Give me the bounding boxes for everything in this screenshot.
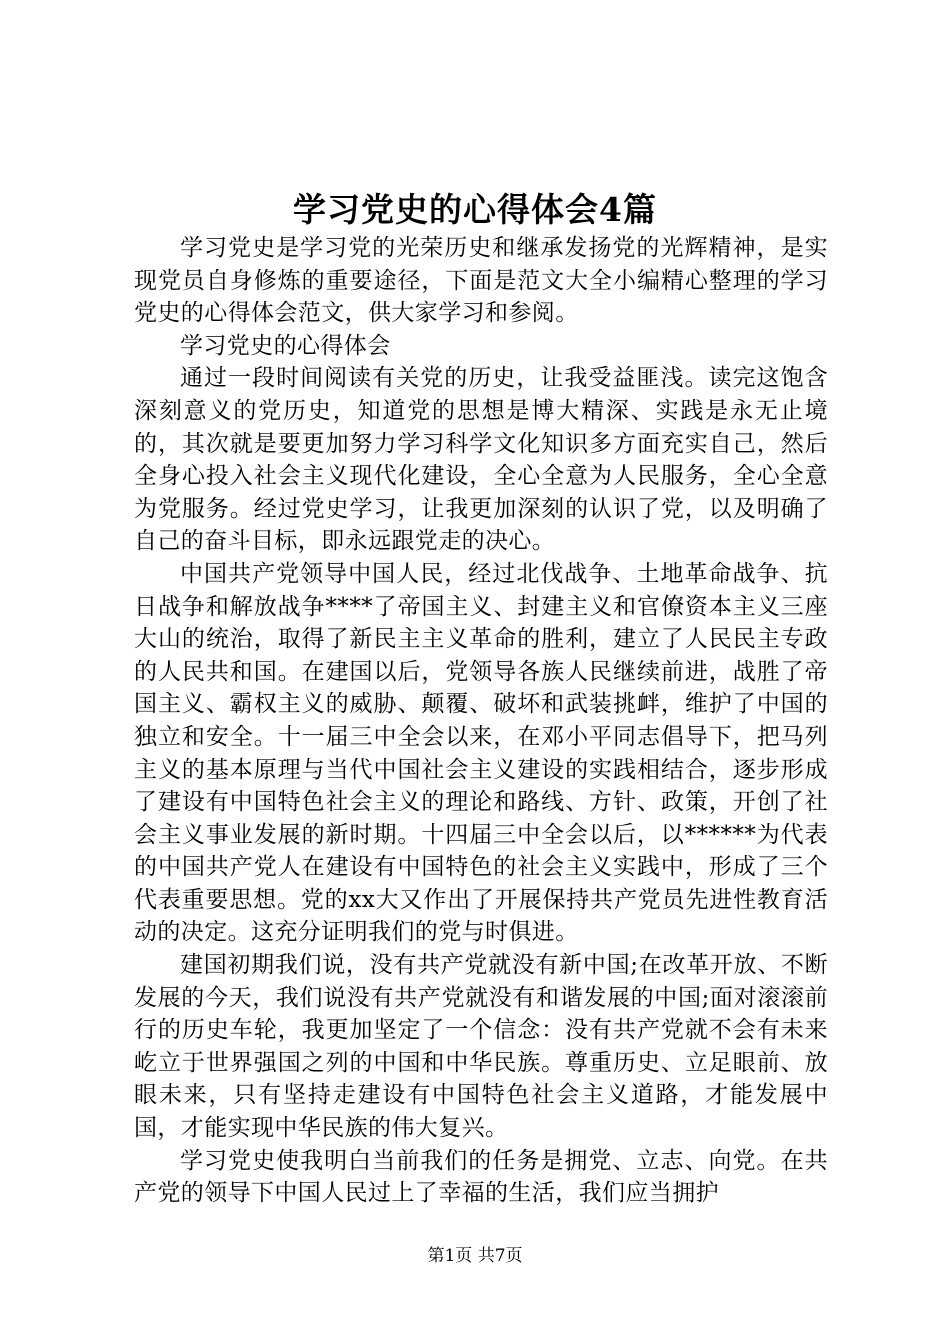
intro-paragraph: 学习党史是学习党的光荣历史和继承发扬党的光辉精神，是实现党员自身修炼的重要途径，下面是范文大全小编精心整理的学习党史的心得体会范文，供大家学习和参阅。 xyxy=(134,235,828,327)
document-title: 学习党史的心得体会4篇 xyxy=(293,190,657,229)
section-heading: 学习党史的心得体会 xyxy=(180,332,391,359)
document-body xyxy=(134,232,828,1210)
body-paragraph: 学习党史使我明白当前我们的任务是拥党、立志、向党。在共产党的领导下中国人民过上了幸福的生活，我们应当拥护 xyxy=(134,1147,828,1207)
body-paragraph: 中国共产党领导中国人民，经过北伐战争、土地革命战争、抗日战争和解放战争****了帝国主义、封建主义和官僚资本主义三座大山的统治，取得了新民主主义革命的胜利，建立了人民民主专政的人民共和国。在建国以后，党领导各族人民继续前进，战胜了帝国主义、霸权主义的威胁、颠覆、破坏和武装挑衅，维护了中国的独立和安全。十一届三中全会以来，在邓小平同志倡导下，把马列主义的基本原理与当代中国社会主义建设的实践相结合，逐步形成了建设有中国特色社会主义的理论和路线、方针、政策，开创了社会主义事业发展的新时期。十四届三中全会以后，以******为代表的中国共产党人在建设有中国特色的社会主义实践中，形成了三个代表重要思想。党的xx大又作出了开展保持共产党员先进性教育活动的决定。这充分证明我们的党与时俱进。 xyxy=(134,560,828,946)
body-paragraph: 通过一段时间阅读有关党的历史，让我受益匪浅。读完这饱含深刻意义的党历史，知道党的思想是博大精深、实践是永无止境的，其次就是要更加努力学习科学文化知识多方面充实自己，然后全身心投入社会主义现代化建设，全心全意为人民服务，全心全意为党服务。经过党史学习，让我更加深刻的认识了党，以及明确了自己的奋斗目标，即永远跟党走的决心。 xyxy=(134,365,828,555)
page-footer: 第1页 共7页 xyxy=(427,1246,523,1266)
body-paragraph: 建国初期我们说，没有共产党就没有新中国;在改革开放、不断发展的今天，我们说没有共产党就没有和谐发展的中国;面对滚滚前行的历史车轮，我更加坚定了一个信念：没有共产党就不会有未来屹立于世界强国之列的中国和中华民族。尊重历史、立足眼前、放眼未来，只有坚持走建设有中国特色社会主义道路，才能发展中国，才能实现中华民族的伟大复兴。 xyxy=(134,952,828,1142)
